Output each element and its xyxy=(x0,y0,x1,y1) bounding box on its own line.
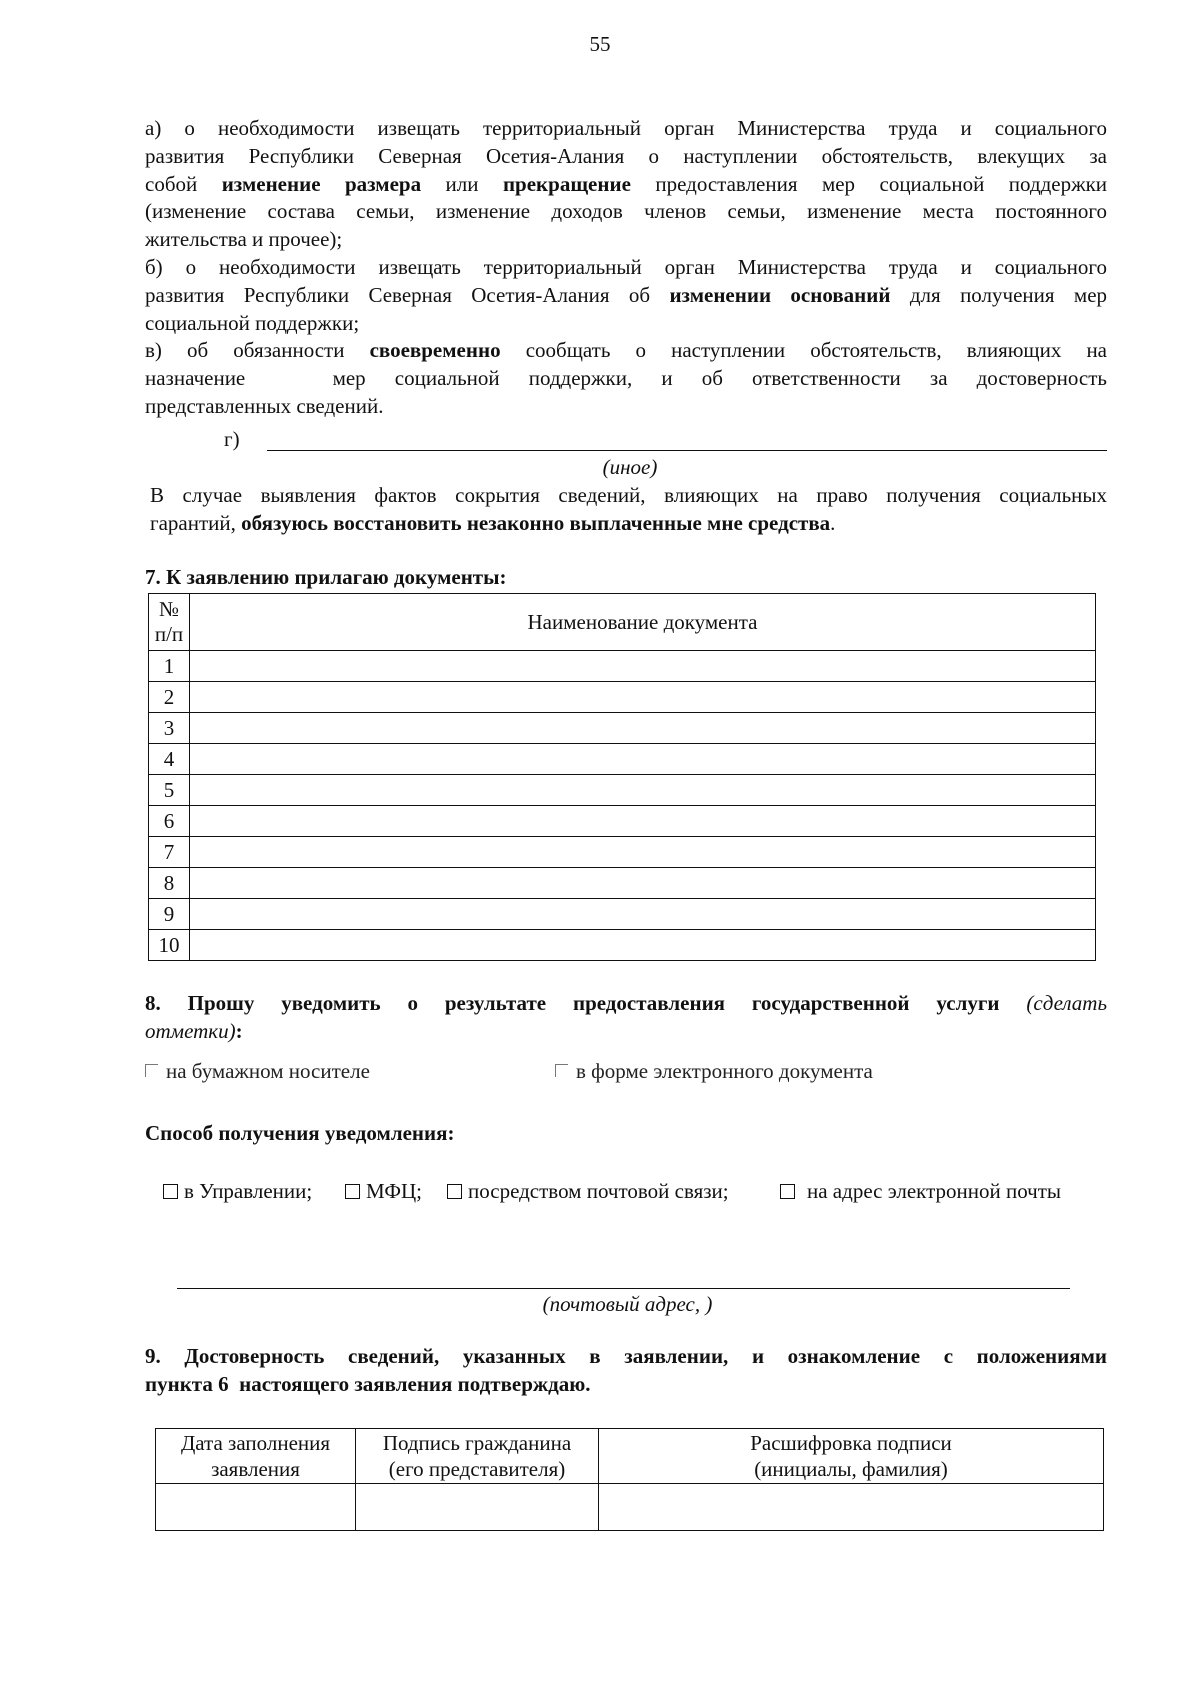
decryption-cell[interactable] xyxy=(599,1484,1104,1531)
document-name-cell[interactable] xyxy=(190,806,1096,837)
obligations-text xyxy=(145,115,1107,421)
document-name-cell[interactable] xyxy=(190,744,1096,775)
page-number: 55 xyxy=(589,32,611,56)
postal-address-caption: (почтовый адрес, ) xyxy=(542,1292,713,1316)
option-paper-label: на бумажном носителе xyxy=(166,1059,370,1083)
table-row xyxy=(149,713,1096,744)
row-number: 5 xyxy=(149,775,190,806)
concealment-line: В случае выявления фактов сокрытия сведений, влияющих на право получения социальных xyxy=(150,483,1107,507)
para-a-line: а) о необходимости извещать территориальный орган Министерства труда и социального xyxy=(145,116,1107,140)
para-g-fill-line[interactable] xyxy=(267,450,1107,451)
table-row xyxy=(149,806,1096,837)
table-row xyxy=(149,651,1096,682)
document-name-cell[interactable] xyxy=(190,682,1096,713)
checkbox-icon[interactable] xyxy=(145,1064,158,1077)
column-header-signature: Подпись гражданина (его представителя) xyxy=(356,1429,599,1484)
table-row xyxy=(149,682,1096,713)
postal-address-line[interactable] xyxy=(177,1288,1070,1289)
row-number: 3 xyxy=(149,713,190,744)
section-9-line: 9. Достоверность сведений, указанных в заявлении, и ознакомление с положениями xyxy=(145,1344,1107,1368)
document-name-cell[interactable] xyxy=(190,930,1096,961)
checkbox-icon[interactable] xyxy=(555,1064,568,1077)
para-a-line: жительства и прочее); xyxy=(145,227,343,252)
checkbox-icon[interactable] xyxy=(780,1184,795,1199)
para-b-line: б) о необходимости извещать территориальный орган Министерства труда и социального xyxy=(145,254,1107,279)
para-v-line: представленных сведений. xyxy=(145,393,384,418)
column-header-decryption: Расшифровка подписи (инициалы, фамилия) xyxy=(599,1429,1104,1484)
signature-cell[interactable] xyxy=(356,1484,599,1531)
row-number: 2 xyxy=(149,682,190,713)
table-row xyxy=(149,899,1096,930)
table-row xyxy=(149,930,1096,961)
signature-table xyxy=(155,1428,1104,1531)
documents-table xyxy=(148,593,1096,961)
document-name-cell[interactable] xyxy=(190,713,1096,744)
para-b-line: социальной поддержки; xyxy=(145,310,360,335)
row-number: 8 xyxy=(149,868,190,899)
table-row xyxy=(149,775,1096,806)
para-v-line: в) об обязанности своевременно сообщать о наступлении обстоятельств, влияющих на xyxy=(145,338,1108,363)
row-number: 7 xyxy=(149,837,190,868)
document-name-cell[interactable] xyxy=(190,775,1096,806)
row-number: 10 xyxy=(149,930,190,961)
column-header-date: Дата заполнения заявления xyxy=(156,1429,356,1484)
date-cell[interactable] xyxy=(156,1484,356,1531)
section-8-line: 8. Прошу уведомить о результате предоставления государственной услуги (сделать xyxy=(145,991,1108,1015)
section-7-title: 7. К заявлению прилагаю документы: xyxy=(145,565,507,589)
receipt-option-post[interactable]: посредством почтовой связи; xyxy=(447,1179,729,1204)
para-a-line: развития Республики Северная Осетия-Алания о наступлении обстоятельств, влекущих за xyxy=(145,143,1107,168)
document-name-cell[interactable] xyxy=(190,651,1096,682)
row-number: 1 xyxy=(149,651,190,682)
para-b-line: развития Республики Северная Осетия-Алания об изменении оснований для получения мер xyxy=(145,282,1108,307)
table-row xyxy=(149,837,1096,868)
para-a-line: (изменение состава семьи, изменение доходов членов семьи, изменение места постоянного xyxy=(145,199,1107,224)
receipt-option-office[interactable]: в Управлении; xyxy=(163,1179,312,1204)
concealment-line: гарантий, обязуюсь восстановить незаконно выплаченные мне средства. xyxy=(150,510,836,535)
para-v-line: назначение мер социальной поддержки, и об ответственности за достоверность xyxy=(145,366,1107,391)
option-electronic-label: в форме электронного документа xyxy=(576,1059,873,1083)
checkbox-icon[interactable] xyxy=(447,1184,462,1199)
table-row xyxy=(149,744,1096,775)
checkbox-icon[interactable] xyxy=(345,1184,360,1199)
para-g-label: г) xyxy=(224,427,240,451)
row-number: 4 xyxy=(149,744,190,775)
section-9-line: пункта 6 настоящего заявления подтверждаю. xyxy=(145,1371,591,1396)
document-name-cell[interactable] xyxy=(190,837,1096,868)
section-8-title xyxy=(145,990,1107,1046)
section-8-line: отметки): xyxy=(145,1018,243,1043)
document-name-cell[interactable] xyxy=(190,899,1096,930)
row-number: 6 xyxy=(149,806,190,837)
option-electronic[interactable] xyxy=(555,1059,873,1084)
document-name-cell[interactable] xyxy=(190,868,1096,899)
receipt-option-email[interactable]: на адрес электронной почты xyxy=(780,1179,1061,1204)
para-g-caption: (иное) xyxy=(602,455,658,479)
row-number: 9 xyxy=(149,899,190,930)
section-9-title xyxy=(145,1343,1107,1399)
para-a-line: собой изменение размера или прекращение предоставления мер социальной поддержки xyxy=(145,171,1108,196)
option-paper[interactable] xyxy=(145,1059,370,1084)
checkbox-icon[interactable] xyxy=(163,1184,178,1199)
receipt-method-title: Способ получения уведомления: xyxy=(145,1121,455,1145)
column-header-name: Наименование документа xyxy=(190,594,1096,651)
table-row xyxy=(149,868,1096,899)
column-header-number: № п/п xyxy=(149,594,190,651)
receipt-option-mfc[interactable]: МФЦ; xyxy=(345,1179,422,1204)
concealment-text xyxy=(150,482,1107,538)
